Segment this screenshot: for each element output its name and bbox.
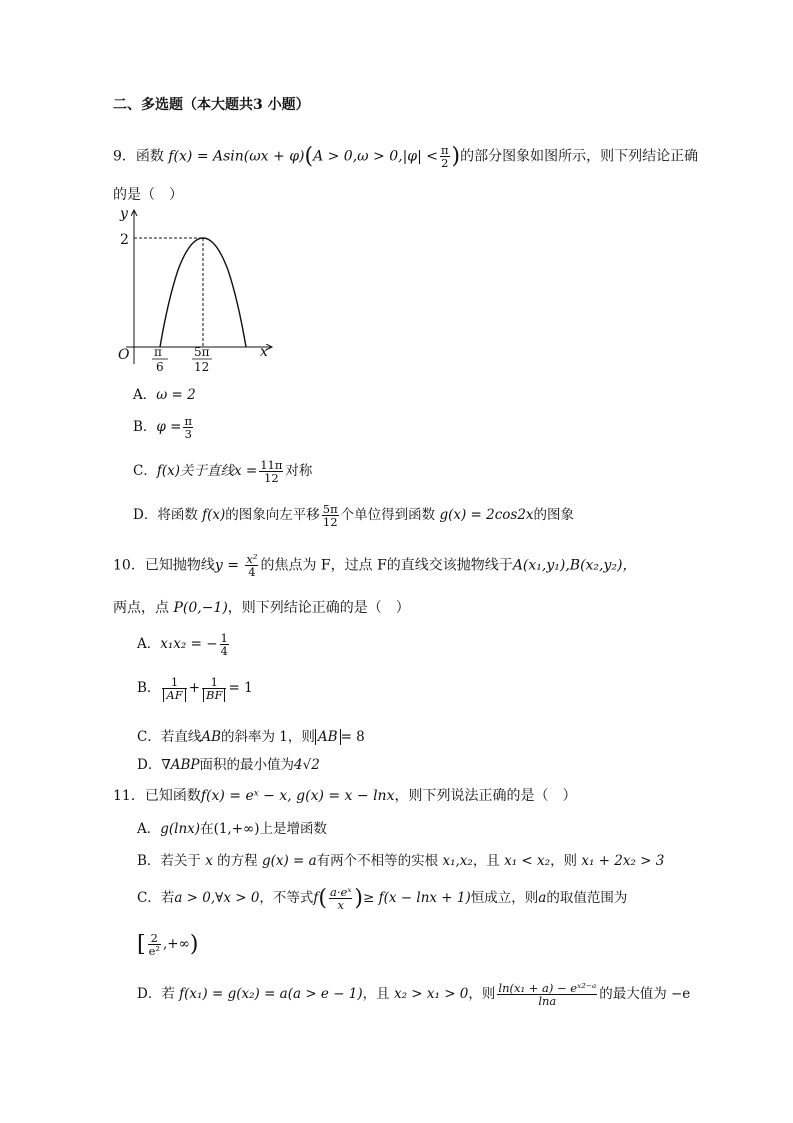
x-axis-label: x [260,344,268,360]
ymax-label: 2 [120,232,129,248]
q10-option-a[interactable]: A．x₁x₂ = − $\frac{1}{4}$ [137,631,228,659]
sine-graph [112,204,282,376]
q11-option-b[interactable]: B．若关于 x 的方程 g(x) = a有两个不相等的实根 x₁,x₂，且 x₁ < x₂，则 x₁ + 2x₂ > 3 [137,853,665,869]
tick1-num: π [154,345,162,359]
q11-option-c-range: [ $\frac{2}{\text{e²}}$ ,+∞) [137,931,199,959]
tick1-den: 6 [156,360,164,374]
section-title: 二、多选题（本大题共3 小题） [113,97,310,113]
q9-option-c[interactable]: C．f(x)关于直线x = $\frac{11\pi}{12}$ 对称 [133,458,313,486]
q10-option-b[interactable]: B． $\frac{1}{AF}$ + $\frac{1}{BF}$ = 1 [137,675,253,703]
question-10-stem-line2: 两点，点 P(0,−1)，则下列结论正确的是（ ） [113,600,410,616]
question-9-stem-line2: 的是（ ） [113,187,183,203]
tick2-den: 12 [194,360,210,374]
question-10-stem: 10．已知抛物线y = $\frac{\text{x²}}{4}$ 的焦点为 F，过点 F的直线交该抛物线于A(x₁,y₁),B(x₂,y₂)， [113,552,637,580]
q10-option-d[interactable]: D．∇ABP面积的最小值为4√2 [137,757,320,773]
q9-option-b[interactable]: B．φ = $\frac{\pi}{3}$ [133,414,193,442]
tick2-num: 5π [194,345,210,359]
q9-option-a[interactable]: A．ω = 2 [133,387,196,403]
q10-option-c[interactable]: C．若直线AB的斜率为 1，则 AB = 8 [137,729,365,745]
question-number: 9． [113,148,136,165]
q9-option-d[interactable]: D．将函数 f(x)的图象向左平移 $\frac{5\pi}{12}$ 个单位得到函数 g(x) = 2cos2x的图象 [133,502,575,530]
q11-option-d[interactable]: D．若 f(x₁) = g(x₂) = a(a > e − 1)，且 x₂ > x₁ > 0，则 $\frac{\text{ln(x₁ + a) − eˣ²⁻ᵃ}}{\ln a}$ 的最大值为 −e [137,981,691,1009]
question-11-stem: 11．已知函数f(x) = eˣ − x, g(x) = x − lnx，则下列说法正确的是（ ） [113,788,577,804]
q11-option-c[interactable]: C．若a > 0,∀x > 0，不等式f( $\frac{\text{a·eˣ}}{x}$ )≥ f(x − lnx + 1)恒成立，则a的取值范围为 [137,885,628,913]
origin-label: O [118,347,130,363]
question-9-stem: 9．函数 f(x) = Asin(ωx + φ)(A > 0,ω > 0,|φ| < $\frac{\pi}{2}$ )的部分图象如图所示，则下列结论正确 [113,143,699,171]
q11-option-a[interactable]: A．g(lnx)在(1,+∞)上是增函数 [137,821,328,837]
y-axis-label: y [120,206,128,222]
